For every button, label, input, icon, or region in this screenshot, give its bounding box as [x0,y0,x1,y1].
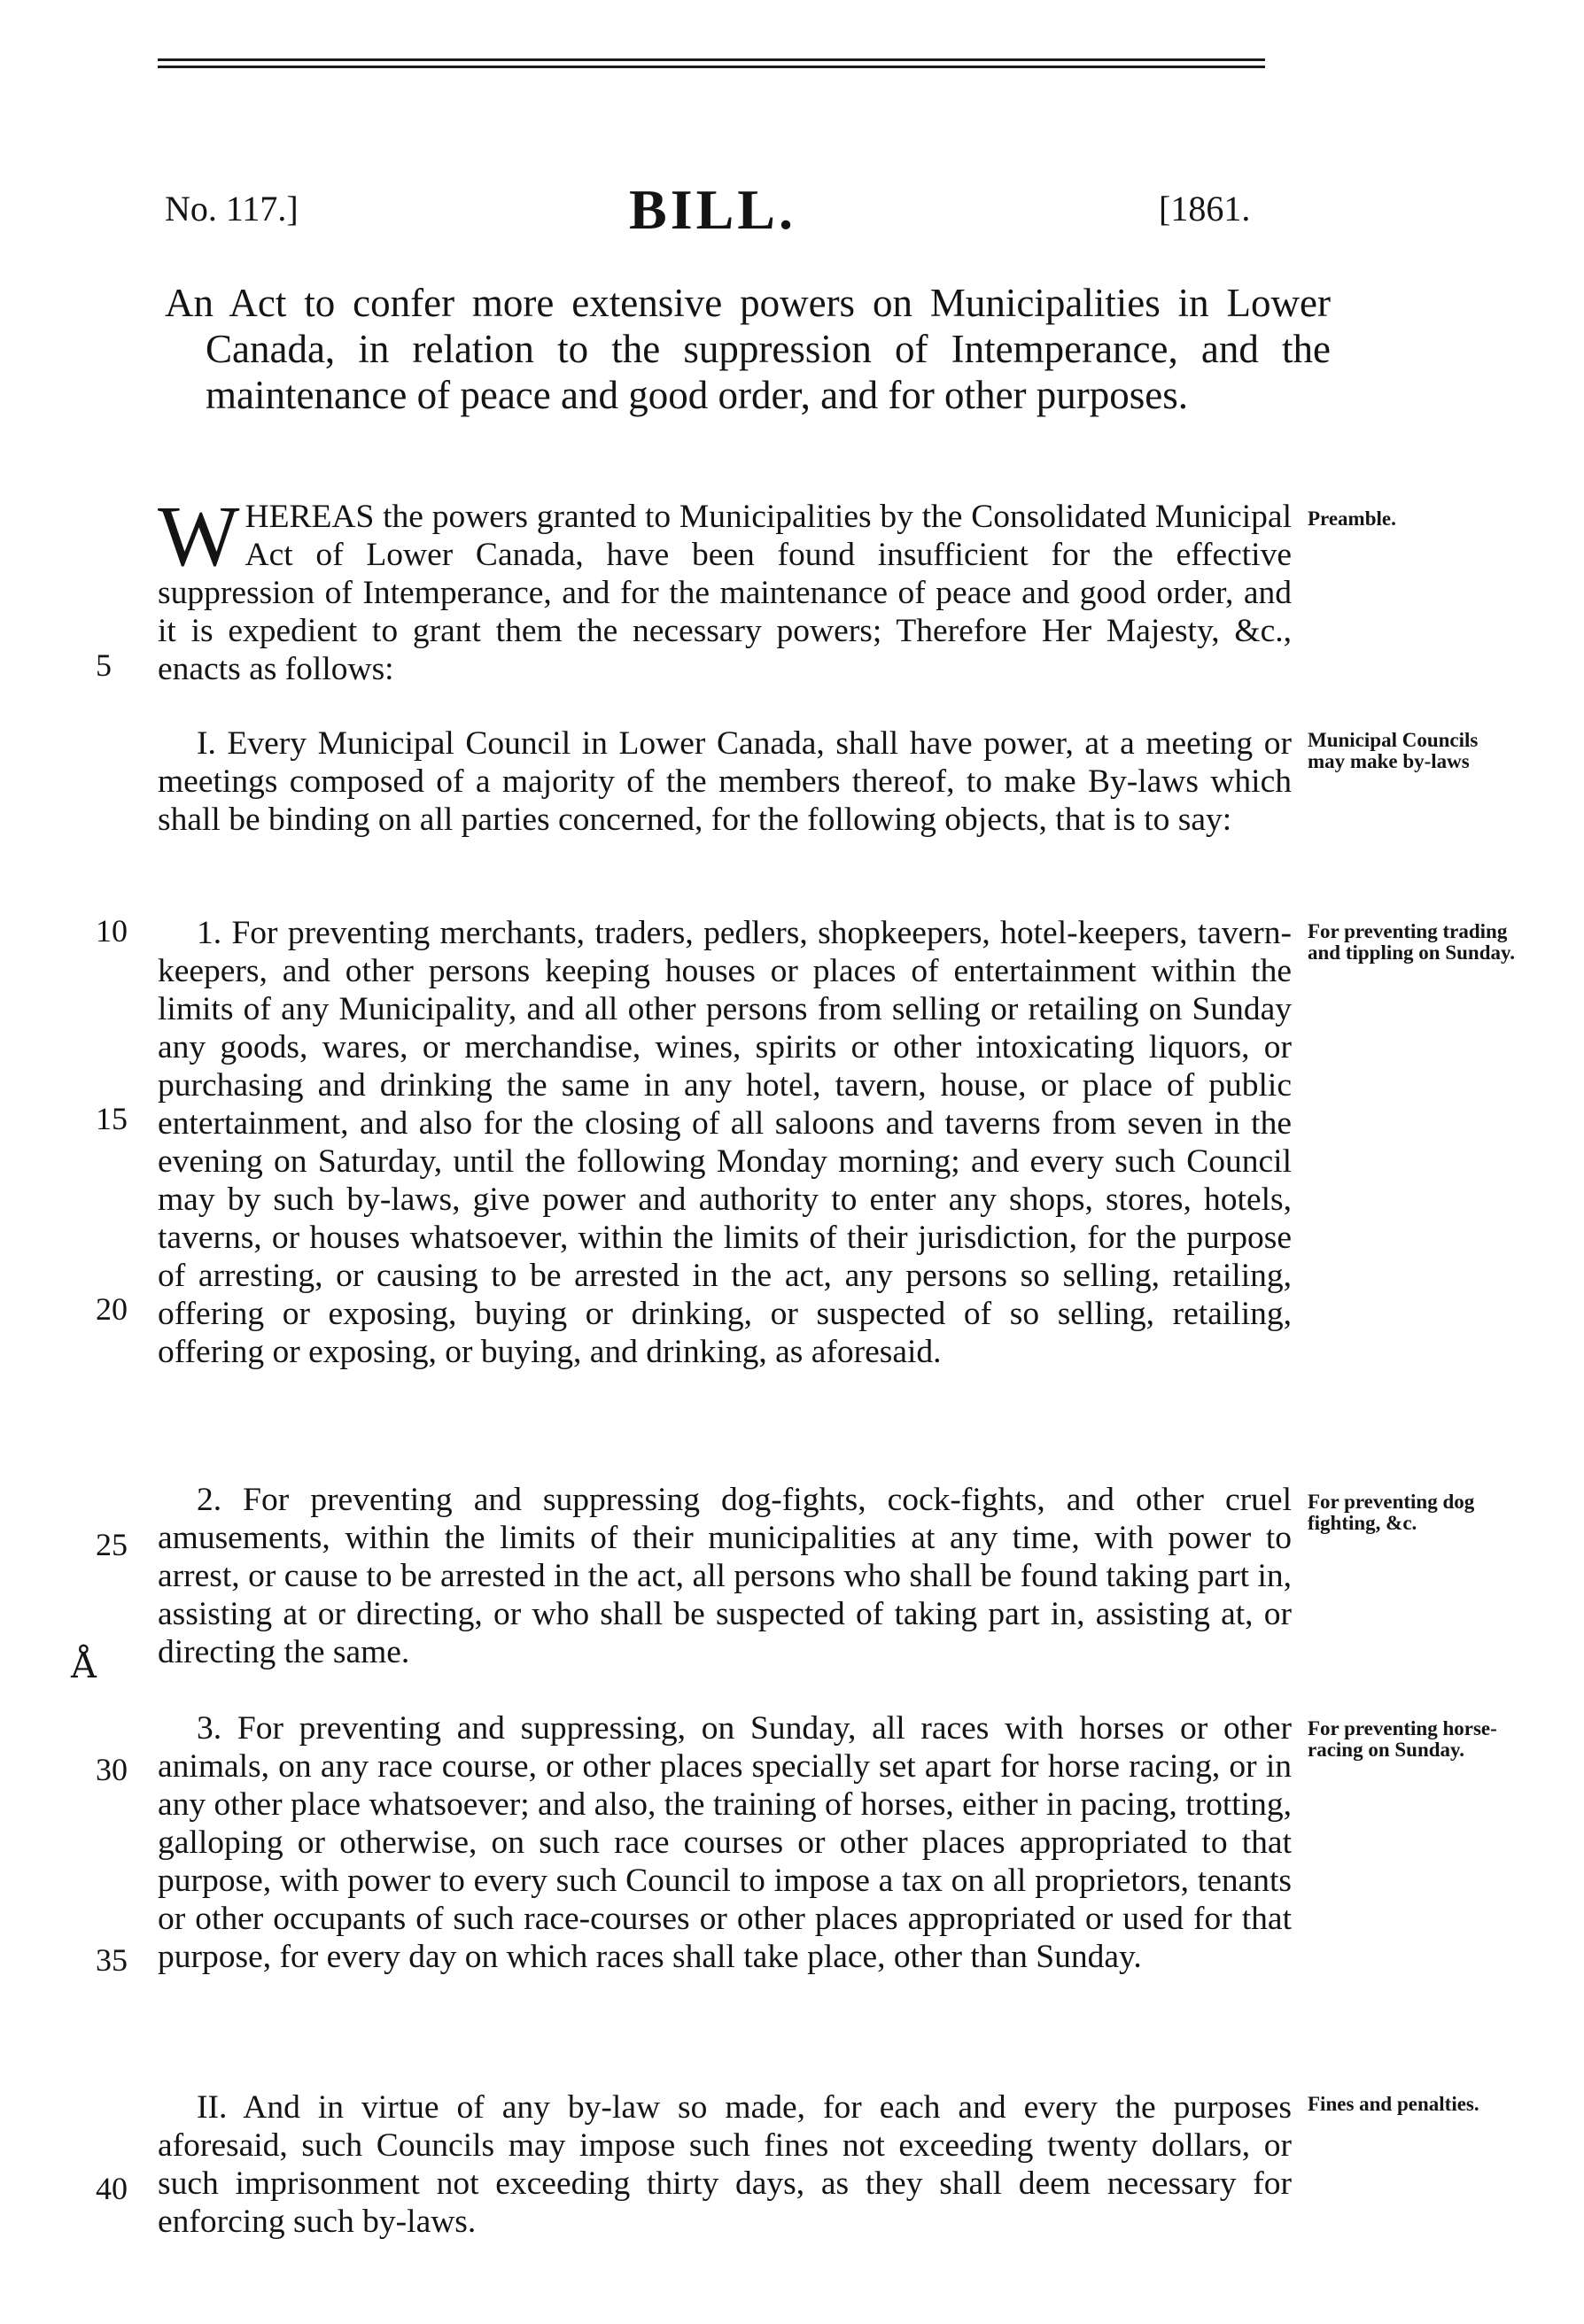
bill-title: BILL. [629,178,796,241]
clause-2: 2. For preventing and suppressing dog-fights, cock-fights, and other cruel amusements, within the limits of their municipalities at any time, with power to arrest, or cause to be arrested in the act, all persons who shall be found taking part in, assisting at or directing, or who shall be suspected of taking part in, assisting at, or directing the same. [158,1482,1292,1670]
top-rule-1 [158,58,1265,61]
margin-note-preamble: Preamble. [1308,507,1396,530]
margin-note-fines: Fines and penalties. [1308,2093,1479,2115]
top-rule-2 [158,66,1265,68]
drop-cap: W [158,489,240,585]
line-number: 35 [96,1942,128,1978]
margin-note-dog-fighting: For preventing dog fighting, &c. [1308,1491,1475,1534]
line-number: 25 [96,1527,128,1562]
line-number: 15 [96,1101,128,1136]
margin-note-sunday-trading: For preventing trading and tippling on Sunday. [1308,920,1515,964]
preamble-text: HEREAS the powers granted to Municipalities by the Consolidated Municipal Act of Lower Canada, have been found insufficient for the effective suppression of Intemperance, and for the maintenance of peace and good order, and it is expedient to grant them the necessary powers; Therefore Her Majesty, &c., enacts as follows: [158,499,1292,687]
margin-note-by-laws: Municipal Councils may make by-laws [1308,729,1479,772]
preamble-paragraph [158,489,1292,688]
bill-year: [1861. [1159,189,1251,229]
section-i: I. Every Municipal Council in Lower Canada, shall have power, at a meeting or meetings composed of a majority of the members thereof, to make By-laws which shall be binding on all parties concerned, for the following objects, that is to say: [158,725,1292,838]
section-ii: II. And in virtue of any by-law so made, for each and every the purposes aforesaid, such Councils may impose such fines not exceeding twenty dollars, or such imprisonment not exceeding thirty days, as they shall deem necessary for enforcing such by-laws. [158,2089,1292,2240]
clause-3: 3. For preventing and suppressing, on Sunday, all races with horses or other animals, on any race course, or other places specially set apart for horse racing, or in any other place whatsoever; and also, the training of horses, either in pacing, trotting, galloping or otherwise, on such race courses or other places appropriated to that purpose, with power to every such Council to impose a tax on all proprietors, tenants or other occupants of such race-courses or other places appropriated or used for that purpose, for every day on which races shall take place, other than Sunday. [158,1710,1292,1975]
margin-note-horse-racing: For preventing horse-racing on Sunday. [1308,1717,1497,1761]
bill-number: No. 117.] [165,189,299,229]
line-number: 30 [96,1752,128,1787]
line-number: 5 [96,647,112,683]
margin-stray-mark: Å [71,1646,97,1686]
clause-1: 1. For preventing merchants, traders, pedlers, shopkeepers, hotel-keepers, tavern-keepers, and other persons keeping houses or places of entertainment within the limits of any Municipality, and all other persons from selling or retailing on Sunday any goods, wares, or merchandise, wines, spirits or other intoxicating liquors, or purchasing and drinking the same in any hotel, tavern, house, or place of public entertainment, and also for the closing of all saloons and taverns from seven in the evening on Saturday, until the following Monday morning; and every such Council may by such by-laws, give power and authority to enter any shops, stores, hotels, taverns, or houses whatsoever, within the limits of their jurisdiction, for the purpose of arresting, or causing to be arrested in the act, any persons so selling, retailing, offering or exposing, buying or drinking, or suspected of so selling, retailing, offering or exposing, or buying, and drinking, as aforesaid. [158,915,1292,1370]
line-number: 10 [96,913,128,949]
line-number: 40 [96,2171,128,2206]
act-title: An Act to confer more extensive powers on Municipalities in Lower Canada, in relation to the suppression of Intemperance, and the maintenance of peace and good order, and for other purposes. [165,281,1331,417]
line-number: 20 [96,1291,128,1327]
